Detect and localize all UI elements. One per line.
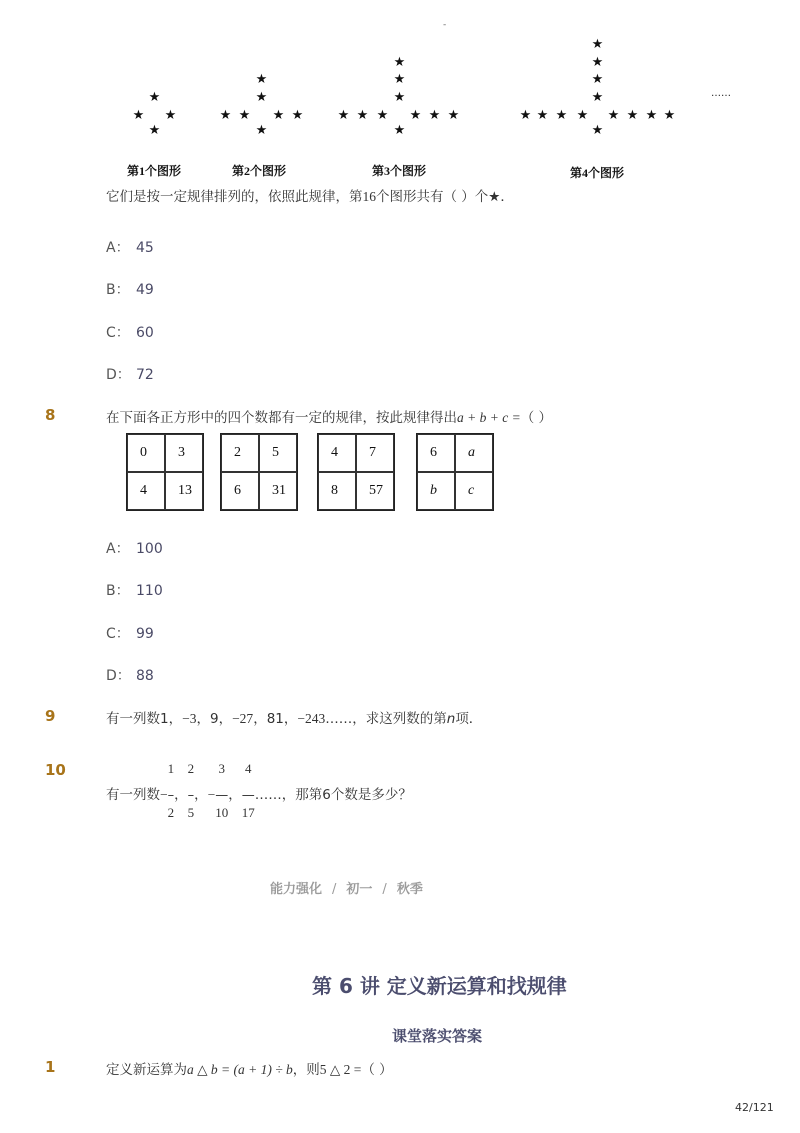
- star-icon: ★: [409, 108, 422, 123]
- star-icon: ★: [591, 37, 604, 52]
- star-icon: ★: [255, 72, 268, 87]
- star-icon: ★: [519, 108, 532, 123]
- option-b[interactable]: B： 49: [106, 282, 154, 298]
- number-square-3: 4 7 8 57: [317, 433, 395, 511]
- star-icon: ★: [393, 55, 406, 70]
- figure-label-4: 第4个图形: [570, 166, 625, 180]
- number-square-1: 0 3 4 13: [126, 433, 204, 511]
- star-icon: ★: [663, 108, 676, 123]
- star-icon: ★: [219, 108, 232, 123]
- number-square-2: 2 5 6 31: [220, 433, 298, 511]
- star-icon: ★: [132, 108, 145, 123]
- option-c[interactable]: C： 99: [106, 626, 154, 642]
- star-icon: ★: [148, 123, 161, 138]
- star-icon: ★: [591, 72, 604, 87]
- question-8-stem: 在下面各正方形中的四个数都有一定的规律，按此规律得出a + b + c =（ ）: [106, 410, 552, 426]
- page-number: 42/121: [735, 1101, 774, 1114]
- star-icon: ★: [337, 108, 350, 123]
- star-icon: ★: [626, 108, 639, 123]
- fraction: 4 — 17: [241, 761, 255, 820]
- star-icon: ★: [393, 90, 406, 105]
- answer-1-stem: 定义新运算为a △ b = (a + 1) ÷ b，则5 △ 2 =（ ）: [106, 1062, 393, 1078]
- number-square-4: 6 a b c: [416, 433, 494, 511]
- star-icon: ★: [576, 108, 589, 123]
- star-icon: ★: [428, 108, 441, 123]
- star-icon: ★: [591, 90, 604, 105]
- question-number: 9: [45, 707, 56, 725]
- option-d[interactable]: D： 88: [106, 668, 154, 684]
- star-icon: ★: [148, 90, 161, 105]
- breadcrumb: 能力强化 / 初一 / 秋季: [270, 882, 423, 897]
- option-b[interactable]: B： 110: [106, 583, 163, 599]
- option-a[interactable]: A： 45: [106, 240, 154, 256]
- star-icon: ★: [272, 108, 285, 123]
- question-number: 1: [45, 1058, 56, 1076]
- option-a[interactable]: A： 100: [106, 541, 163, 557]
- question-7-stem: 它们是按一定规律排列的，依照此规律，第16个图形共有（ ）个★．: [106, 189, 514, 205]
- question-10-stem: 有一列数− 1 – 2 ， 2 – 5 ，− 3 — 10 ， 4 — 17 ……，那第6个数是多少？: [106, 761, 412, 820]
- star-icon: ★: [255, 123, 268, 138]
- star-icon: ★: [645, 108, 658, 123]
- star-icon: ★: [447, 108, 460, 123]
- figure-label-2: 第2个图形: [232, 164, 287, 178]
- star-icon: ★: [591, 55, 604, 70]
- star-icon: ★: [238, 108, 251, 123]
- question-number: 10: [45, 761, 66, 779]
- option-c[interactable]: C： 60: [106, 325, 154, 341]
- star-icon: ★: [376, 108, 389, 123]
- lecture-title: 第 6 讲 定义新运算和找规律: [312, 974, 567, 998]
- star-icon: ★: [393, 123, 406, 138]
- section-title: 课堂落实答案: [392, 1027, 483, 1045]
- question-9-stem: 有一列数1，−3，9，−27，81，−243……，求这列数的第n项．: [106, 711, 483, 727]
- figure-continuation: ……: [711, 88, 731, 99]
- fraction: 1 – 2: [167, 761, 175, 820]
- figure-label-3: 第3个图形: [372, 164, 427, 178]
- option-d[interactable]: D： 72: [106, 367, 154, 383]
- star-icon: ★: [607, 108, 620, 123]
- fraction: 2 – 5: [187, 761, 195, 820]
- star-icon: ★: [536, 108, 549, 123]
- star-icon: ★: [255, 90, 268, 105]
- star-icon: ★: [291, 108, 304, 123]
- fraction: 3 — 10: [215, 761, 229, 820]
- page-top-mark: -: [443, 20, 447, 30]
- star-icon: ★: [555, 108, 568, 123]
- figure-label-1: 第1个图形: [127, 164, 182, 178]
- star-icon: ★: [164, 108, 177, 123]
- star-icon: ★: [591, 123, 604, 138]
- star-icon: ★: [393, 72, 406, 87]
- star-icon: ★: [356, 108, 369, 123]
- question-number: 8: [45, 406, 56, 424]
